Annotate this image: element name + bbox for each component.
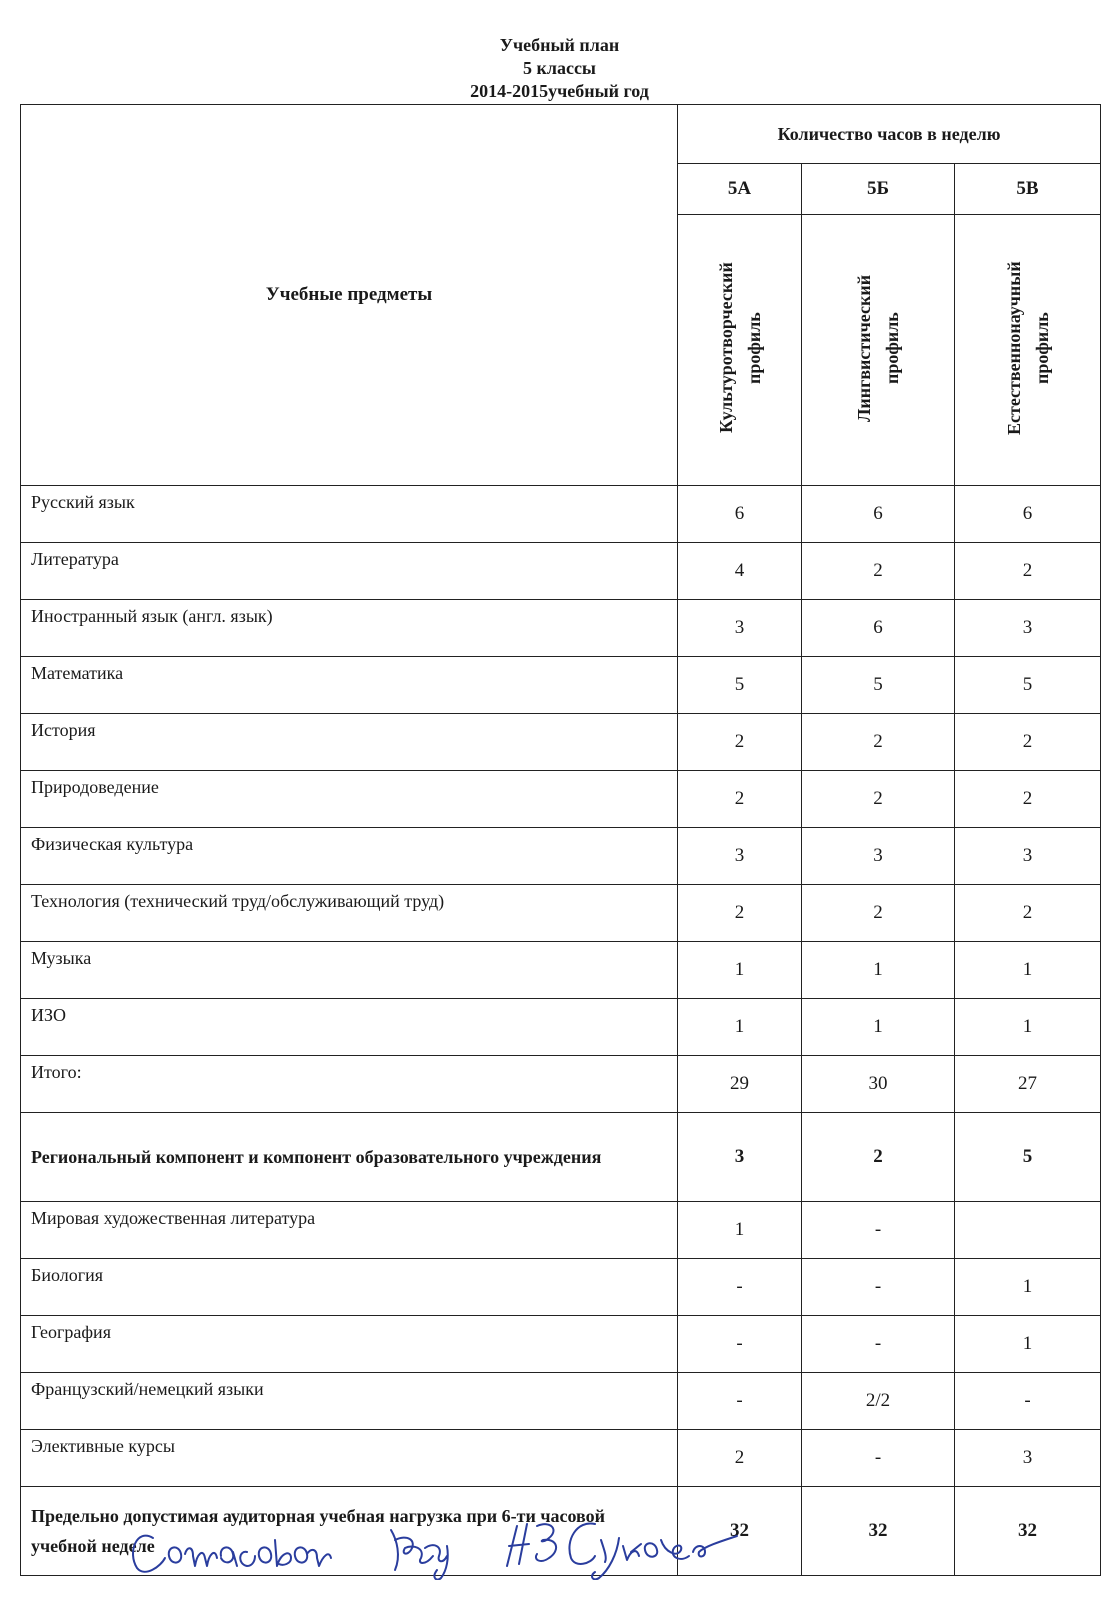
hours-cell-5b: 6	[802, 486, 955, 543]
hours-cell-5b: 2/2	[802, 1373, 955, 1430]
subject-cell: Региональный компонент и компонент образовательного учреждения	[21, 1113, 678, 1202]
table-row	[21, 999, 1101, 1056]
hours-cell-5v: 1	[955, 1316, 1101, 1373]
hours-cell-5v: 3	[955, 600, 1101, 657]
hours-cell-5a: 2	[678, 1430, 802, 1487]
hours-cell-5v: 2	[955, 543, 1101, 600]
table-row	[21, 1316, 1101, 1373]
class-header-5b: 5Б	[802, 164, 955, 215]
table-row	[21, 1202, 1101, 1259]
hours-cell-5a: 29	[678, 1056, 802, 1113]
subject-cell: Музыка	[21, 942, 678, 999]
subject-cell: Предельно допустимая аудиторная учебная нагрузка при 6-ти часовой учебной неделе	[21, 1487, 678, 1576]
hours-cell-5b: -	[802, 1259, 955, 1316]
hours-cell-5a: 4	[678, 543, 802, 600]
hours-cell-5a: 3	[678, 600, 802, 657]
hours-cell-5a: -	[678, 1316, 802, 1373]
hours-cell-5b: 1	[802, 942, 955, 999]
hours-cell-5b: -	[802, 1430, 955, 1487]
hours-cell-5b: 2	[802, 1113, 955, 1202]
hours-cell-5v: 1	[955, 942, 1101, 999]
academic-year: 2014-2015учебный год	[470, 81, 649, 101]
subject-cell: Иностранный язык (англ. язык)	[21, 600, 678, 657]
document-title: Учебный план	[499, 35, 620, 55]
subject-cell: Технология (технический труд/обслуживающий труд)	[21, 885, 678, 942]
table-row	[21, 771, 1101, 828]
subject-cell: Мировая художественная литература	[21, 1202, 678, 1259]
class-header-5a: 5А	[678, 164, 802, 215]
hours-cell-5a: -	[678, 1259, 802, 1316]
hours-cell-5a: 2	[678, 714, 802, 771]
profile-header-5v	[955, 215, 1101, 486]
subject-cell: Биология	[21, 1259, 678, 1316]
table-row	[21, 828, 1101, 885]
hours-cell-5a: 2	[678, 771, 802, 828]
profile-header-5b	[802, 215, 955, 486]
hours-cell-5a: -	[678, 1373, 802, 1430]
table-row	[21, 657, 1101, 714]
subject-cell: Итого:	[21, 1056, 678, 1113]
hours-cell-5v: 32	[955, 1487, 1101, 1576]
table-row	[21, 1259, 1101, 1316]
hours-cell-5v: 1	[955, 1259, 1101, 1316]
hours-cell-5a: 3	[678, 828, 802, 885]
handwritten-signature	[125, 1500, 745, 1580]
table-row	[21, 714, 1101, 771]
hours-cell-5v: -	[955, 1373, 1101, 1430]
subjects-header: Учебные предметы	[21, 105, 678, 486]
hours-cell-5b: 2	[802, 771, 955, 828]
hours-cell-5b: 6	[802, 600, 955, 657]
hours-cell-5a: 1	[678, 1202, 802, 1259]
table-row	[21, 1113, 1101, 1202]
hours-cell-5b: 1	[802, 999, 955, 1056]
hours-cell-5a: 6	[678, 486, 802, 543]
profile-label: Естественнонаучный профиль	[1003, 260, 1052, 435]
subject-cell: Французский/немецкий языки	[21, 1373, 678, 1430]
table-row	[21, 543, 1101, 600]
table-row	[21, 1056, 1101, 1113]
hours-cell-5a: 1	[678, 999, 802, 1056]
hours-cell-5a: 2	[678, 885, 802, 942]
hours-cell-5v: 27	[955, 1056, 1101, 1113]
document-header	[0, 34, 1119, 103]
hours-cell-5b: 3	[802, 828, 955, 885]
hours-cell-5v	[955, 1202, 1101, 1259]
subject-cell: Элективные курсы	[21, 1430, 678, 1487]
hours-cell-5a: 5	[678, 657, 802, 714]
hours-cell-5b: 2	[802, 543, 955, 600]
subject-cell: Физическая культура	[21, 828, 678, 885]
hours-cell-5v: 3	[955, 1430, 1101, 1487]
table-row	[21, 600, 1101, 657]
hours-cell-5v: 3	[955, 828, 1101, 885]
hours-cell-5v: 2	[955, 885, 1101, 942]
class-header-5v: 5В	[955, 164, 1101, 215]
subject-cell: Природоведение	[21, 771, 678, 828]
table-row	[21, 1430, 1101, 1487]
hours-cell-5v: 2	[955, 714, 1101, 771]
document-subtitle: 5 классы	[522, 58, 596, 78]
subject-cell: Литература	[21, 543, 678, 600]
curriculum-table-body	[21, 486, 1101, 1576]
hours-cell-5a: 1	[678, 942, 802, 999]
table-row	[21, 942, 1101, 999]
hours-cell-5b: 2	[802, 714, 955, 771]
hours-cell-5b: 32	[802, 1487, 955, 1576]
table-row	[21, 486, 1101, 543]
hours-cell-5b: 5	[802, 657, 955, 714]
subject-cell: Русский язык	[21, 486, 678, 543]
profile-header-5a	[678, 215, 802, 486]
hours-cell-5b: -	[802, 1202, 955, 1259]
subject-cell: ИЗО	[21, 999, 678, 1056]
hours-cell-5b: -	[802, 1316, 955, 1373]
hours-cell-5v: 5	[955, 1113, 1101, 1202]
hours-cell-5v: 5	[955, 657, 1101, 714]
hours-cell-5b: 2	[802, 885, 955, 942]
curriculum-table	[20, 104, 1101, 1576]
hours-cell-5b: 30	[802, 1056, 955, 1113]
table-row	[21, 885, 1101, 942]
subject-cell: Математика	[21, 657, 678, 714]
hours-cell-5v: 6	[955, 486, 1101, 543]
hours-per-week-header: Количество часов в неделю	[678, 105, 1101, 164]
profile-label: Культуротворческий профиль	[715, 262, 764, 433]
subject-cell: История	[21, 714, 678, 771]
table-row	[21, 1373, 1101, 1430]
subject-cell: География	[21, 1316, 678, 1373]
hours-cell-5v: 2	[955, 771, 1101, 828]
hours-cell-5a: 3	[678, 1113, 802, 1202]
hours-cell-5v: 1	[955, 999, 1101, 1056]
hours-cell-5a: 32	[678, 1487, 802, 1576]
profile-label: Лингвистический профиль	[854, 273, 902, 422]
